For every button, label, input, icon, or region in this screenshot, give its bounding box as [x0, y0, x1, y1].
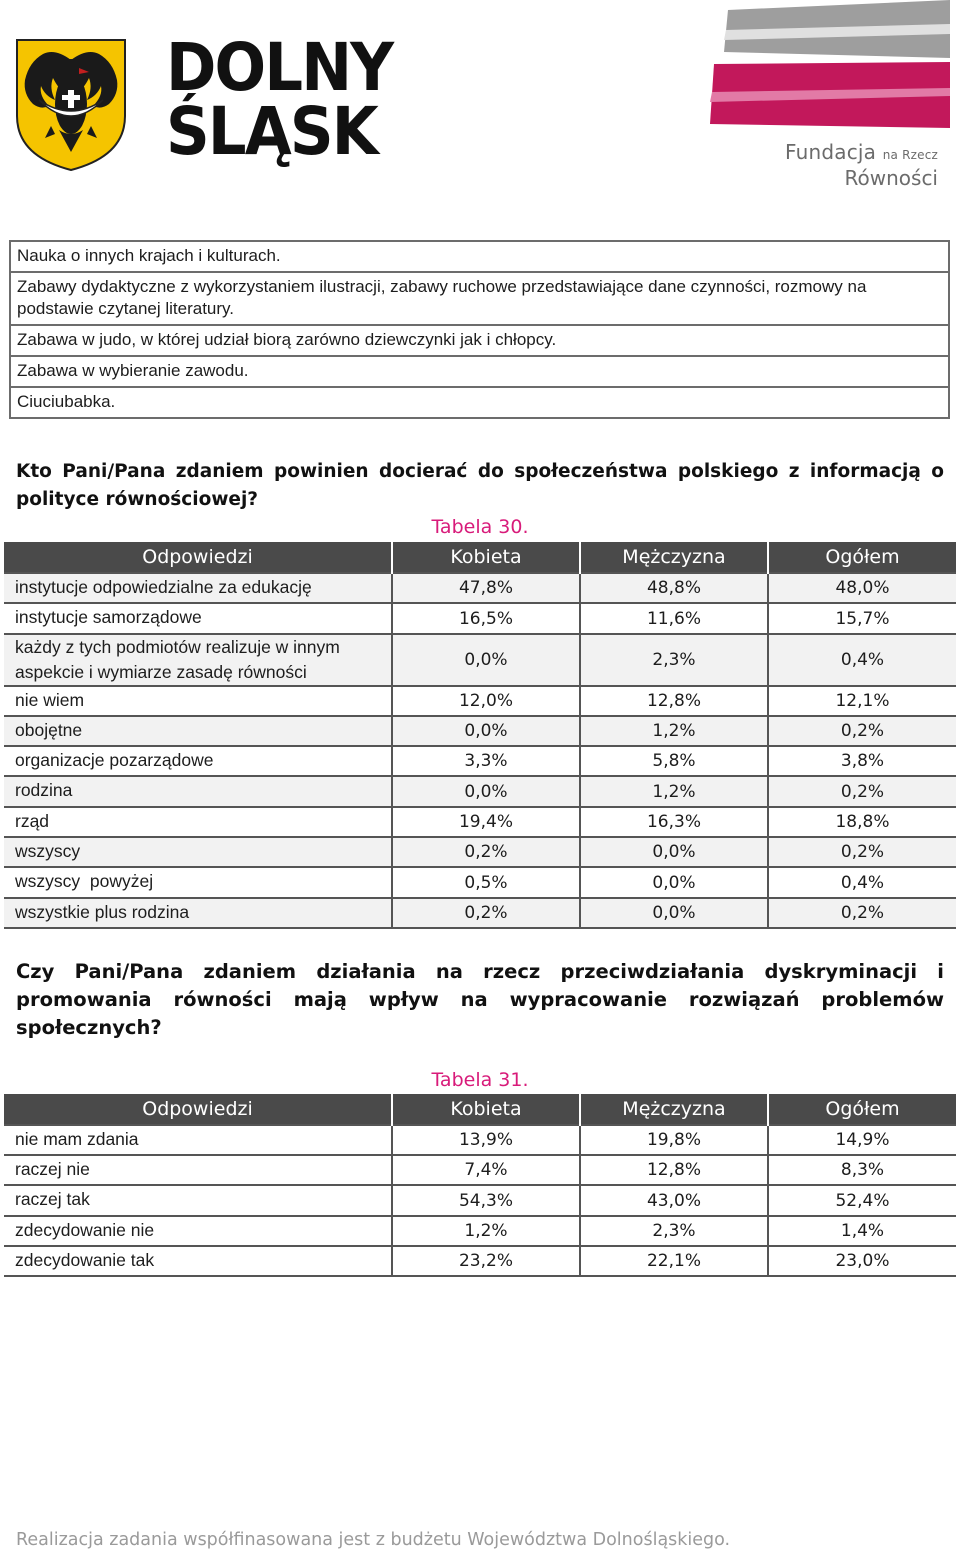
list-item — [10, 325, 949, 356]
activity-text: Ciuciubabka. — [10, 387, 949, 418]
value-cell: 22,1% — [580, 1246, 768, 1276]
value-cell: 3,8% — [768, 746, 956, 776]
answer-label: wszystkie plus rodzina — [4, 898, 392, 928]
value-cell: 0,0% — [392, 776, 580, 806]
value-cell: 2,3% — [580, 1216, 768, 1246]
answer-label: obojętne — [4, 716, 392, 746]
coat-of-arms-icon — [15, 38, 127, 172]
foundation-name-line2: Równości — [844, 166, 938, 190]
value-cell: 15,7% — [768, 603, 956, 633]
column-header: Mężczyzna — [580, 542, 768, 573]
value-cell: 0,2% — [392, 837, 580, 867]
table-row — [4, 1125, 956, 1155]
value-cell: 0,0% — [580, 837, 768, 867]
value-cell: 13,9% — [392, 1125, 580, 1155]
list-item — [10, 241, 949, 272]
value-cell: 16,3% — [580, 807, 768, 837]
value-cell: 54,3% — [392, 1185, 580, 1215]
value-cell: 23,2% — [392, 1246, 580, 1276]
answer-label: wszyscy — [4, 837, 392, 867]
table-row — [4, 1216, 956, 1246]
column-header: Ogółem — [768, 1094, 956, 1125]
value-cell: 0,2% — [768, 716, 956, 746]
answer-label: rząd — [4, 807, 392, 837]
table-row — [4, 603, 956, 633]
foundation-name-line1: Fundacja — [785, 140, 877, 164]
answer-label: nie wiem — [4, 686, 392, 716]
question-31: Czy Pani/Pana zdaniem działania na rzecz przeciwdziałania dyskryminacji i promowania równości mają wpływ na wypracowanie rozwiązań problemów społecznych? — [16, 960, 944, 1039]
answer-label: raczej tak — [4, 1185, 392, 1215]
value-cell: 0,4% — [768, 867, 956, 897]
value-cell: 18,8% — [768, 807, 956, 837]
value-cell: 16,5% — [392, 603, 580, 633]
foundation-swoosh-icon — [700, 0, 960, 140]
value-cell: 0,2% — [392, 898, 580, 928]
answer-label: instytucje samorządowe — [4, 603, 392, 633]
answer-label: nie mam zdania — [4, 1125, 392, 1155]
value-cell: 48,0% — [768, 573, 956, 603]
value-cell: 3,3% — [392, 746, 580, 776]
table-row — [4, 716, 956, 746]
answer-label: organizacje pozarządowe — [4, 746, 392, 776]
table-row — [4, 746, 956, 776]
value-cell: 0,2% — [768, 837, 956, 867]
activities-table — [9, 240, 950, 419]
table-30 — [4, 542, 956, 929]
value-cell: 12,8% — [580, 1155, 768, 1185]
column-header: Odpowiedzi — [4, 542, 392, 573]
logo-line-1: DOLNY — [166, 29, 393, 106]
table-31-caption: Tabela 31. — [431, 1069, 529, 1091]
question-30: Kto Pani/Pana zdaniem powinien docierać do społeczeństwa polskiego z informacją o polityce równościowej? — [16, 461, 944, 510]
value-cell: 5,8% — [580, 746, 768, 776]
activity-text: Zabawa w judo, w której udział biorą zarówno dziewczynki jak i chłopcy. — [10, 325, 949, 356]
column-header: Mężczyzna — [580, 1094, 768, 1125]
table-row — [4, 867, 956, 897]
value-cell: 8,3% — [768, 1155, 956, 1185]
value-cell: 0,0% — [580, 867, 768, 897]
table-30-caption: Tabela 30. — [431, 516, 529, 538]
value-cell: 19,8% — [580, 1125, 768, 1155]
value-cell: 0,2% — [768, 776, 956, 806]
table-row — [4, 837, 956, 867]
answer-label: instytucje odpowiedzialne za edukację — [4, 573, 392, 603]
answer-label: zdecydowanie nie — [4, 1216, 392, 1246]
value-cell: 0,2% — [768, 898, 956, 928]
value-cell: 7,4% — [392, 1155, 580, 1185]
table-row — [4, 1155, 956, 1185]
value-cell: 48,8% — [580, 573, 768, 603]
value-cell: 23,0% — [768, 1246, 956, 1276]
foundation-logo — [700, 0, 960, 200]
value-cell: 12,8% — [580, 686, 768, 716]
table-row — [4, 573, 956, 603]
column-header: Ogółem — [768, 542, 956, 573]
page-header — [0, 0, 960, 200]
value-cell: 52,4% — [768, 1185, 956, 1215]
answer-label: raczej nie — [4, 1155, 392, 1185]
foundation-name-small: na Rzecz — [882, 148, 938, 162]
column-header: Odpowiedzi — [4, 1094, 392, 1125]
value-cell: 1,2% — [580, 716, 768, 746]
value-cell: 0,0% — [392, 634, 580, 686]
activity-text: Zabawy dydaktyczne z wykorzystaniem ilustracji, zabawy ruchowe przedstawiające dane czynności, rozmowy na podstawie czytanej literatury. — [10, 272, 949, 325]
value-cell: 0,0% — [392, 716, 580, 746]
table-header-row — [4, 1094, 956, 1125]
table-row — [4, 686, 956, 716]
list-item — [10, 356, 949, 387]
funding-footer: Realizacja zadania współfinasowana jest z budżetu Województwa Dolnośląskiego. — [16, 1530, 731, 1550]
value-cell: 14,9% — [768, 1125, 956, 1155]
value-cell: 0,4% — [768, 634, 956, 686]
table-row — [4, 807, 956, 837]
dolny-slask-logo — [166, 29, 412, 170]
answer-label: zdecydowanie tak — [4, 1246, 392, 1276]
value-cell: 1,2% — [580, 776, 768, 806]
activity-text: Nauka o innych krajach i kulturach. — [10, 241, 949, 272]
value-cell: 0,5% — [392, 867, 580, 897]
foundation-name — [785, 140, 938, 190]
table-row — [4, 634, 956, 686]
value-cell: 2,3% — [580, 634, 768, 686]
value-cell: 0,0% — [580, 898, 768, 928]
value-cell: 11,6% — [580, 603, 768, 633]
value-cell: 12,1% — [768, 686, 956, 716]
table-31 — [4, 1094, 956, 1277]
answer-label: każdy z tych podmiotów realizuje w innym aspekcie i wymiarze zasadę równości — [4, 634, 392, 686]
list-item — [10, 387, 949, 418]
column-header: Kobieta — [392, 542, 580, 573]
table-header-row — [4, 542, 956, 573]
table-row — [4, 776, 956, 806]
value-cell: 43,0% — [580, 1185, 768, 1215]
answer-label: wszyscy powyżej — [4, 867, 392, 897]
list-item — [10, 272, 949, 325]
logo-line-2: ŚLĄSK — [166, 93, 378, 170]
value-cell: 47,8% — [392, 573, 580, 603]
table-row — [4, 1246, 956, 1276]
value-cell: 1,2% — [392, 1216, 580, 1246]
value-cell: 12,0% — [392, 686, 580, 716]
answer-label: rodzina — [4, 776, 392, 806]
value-cell: 19,4% — [392, 807, 580, 837]
activity-text: Zabawa w wybieranie zawodu. — [10, 356, 949, 387]
column-header: Kobieta — [392, 1094, 580, 1125]
table-row — [4, 1185, 956, 1215]
value-cell: 1,4% — [768, 1216, 956, 1246]
table-row — [4, 898, 956, 928]
